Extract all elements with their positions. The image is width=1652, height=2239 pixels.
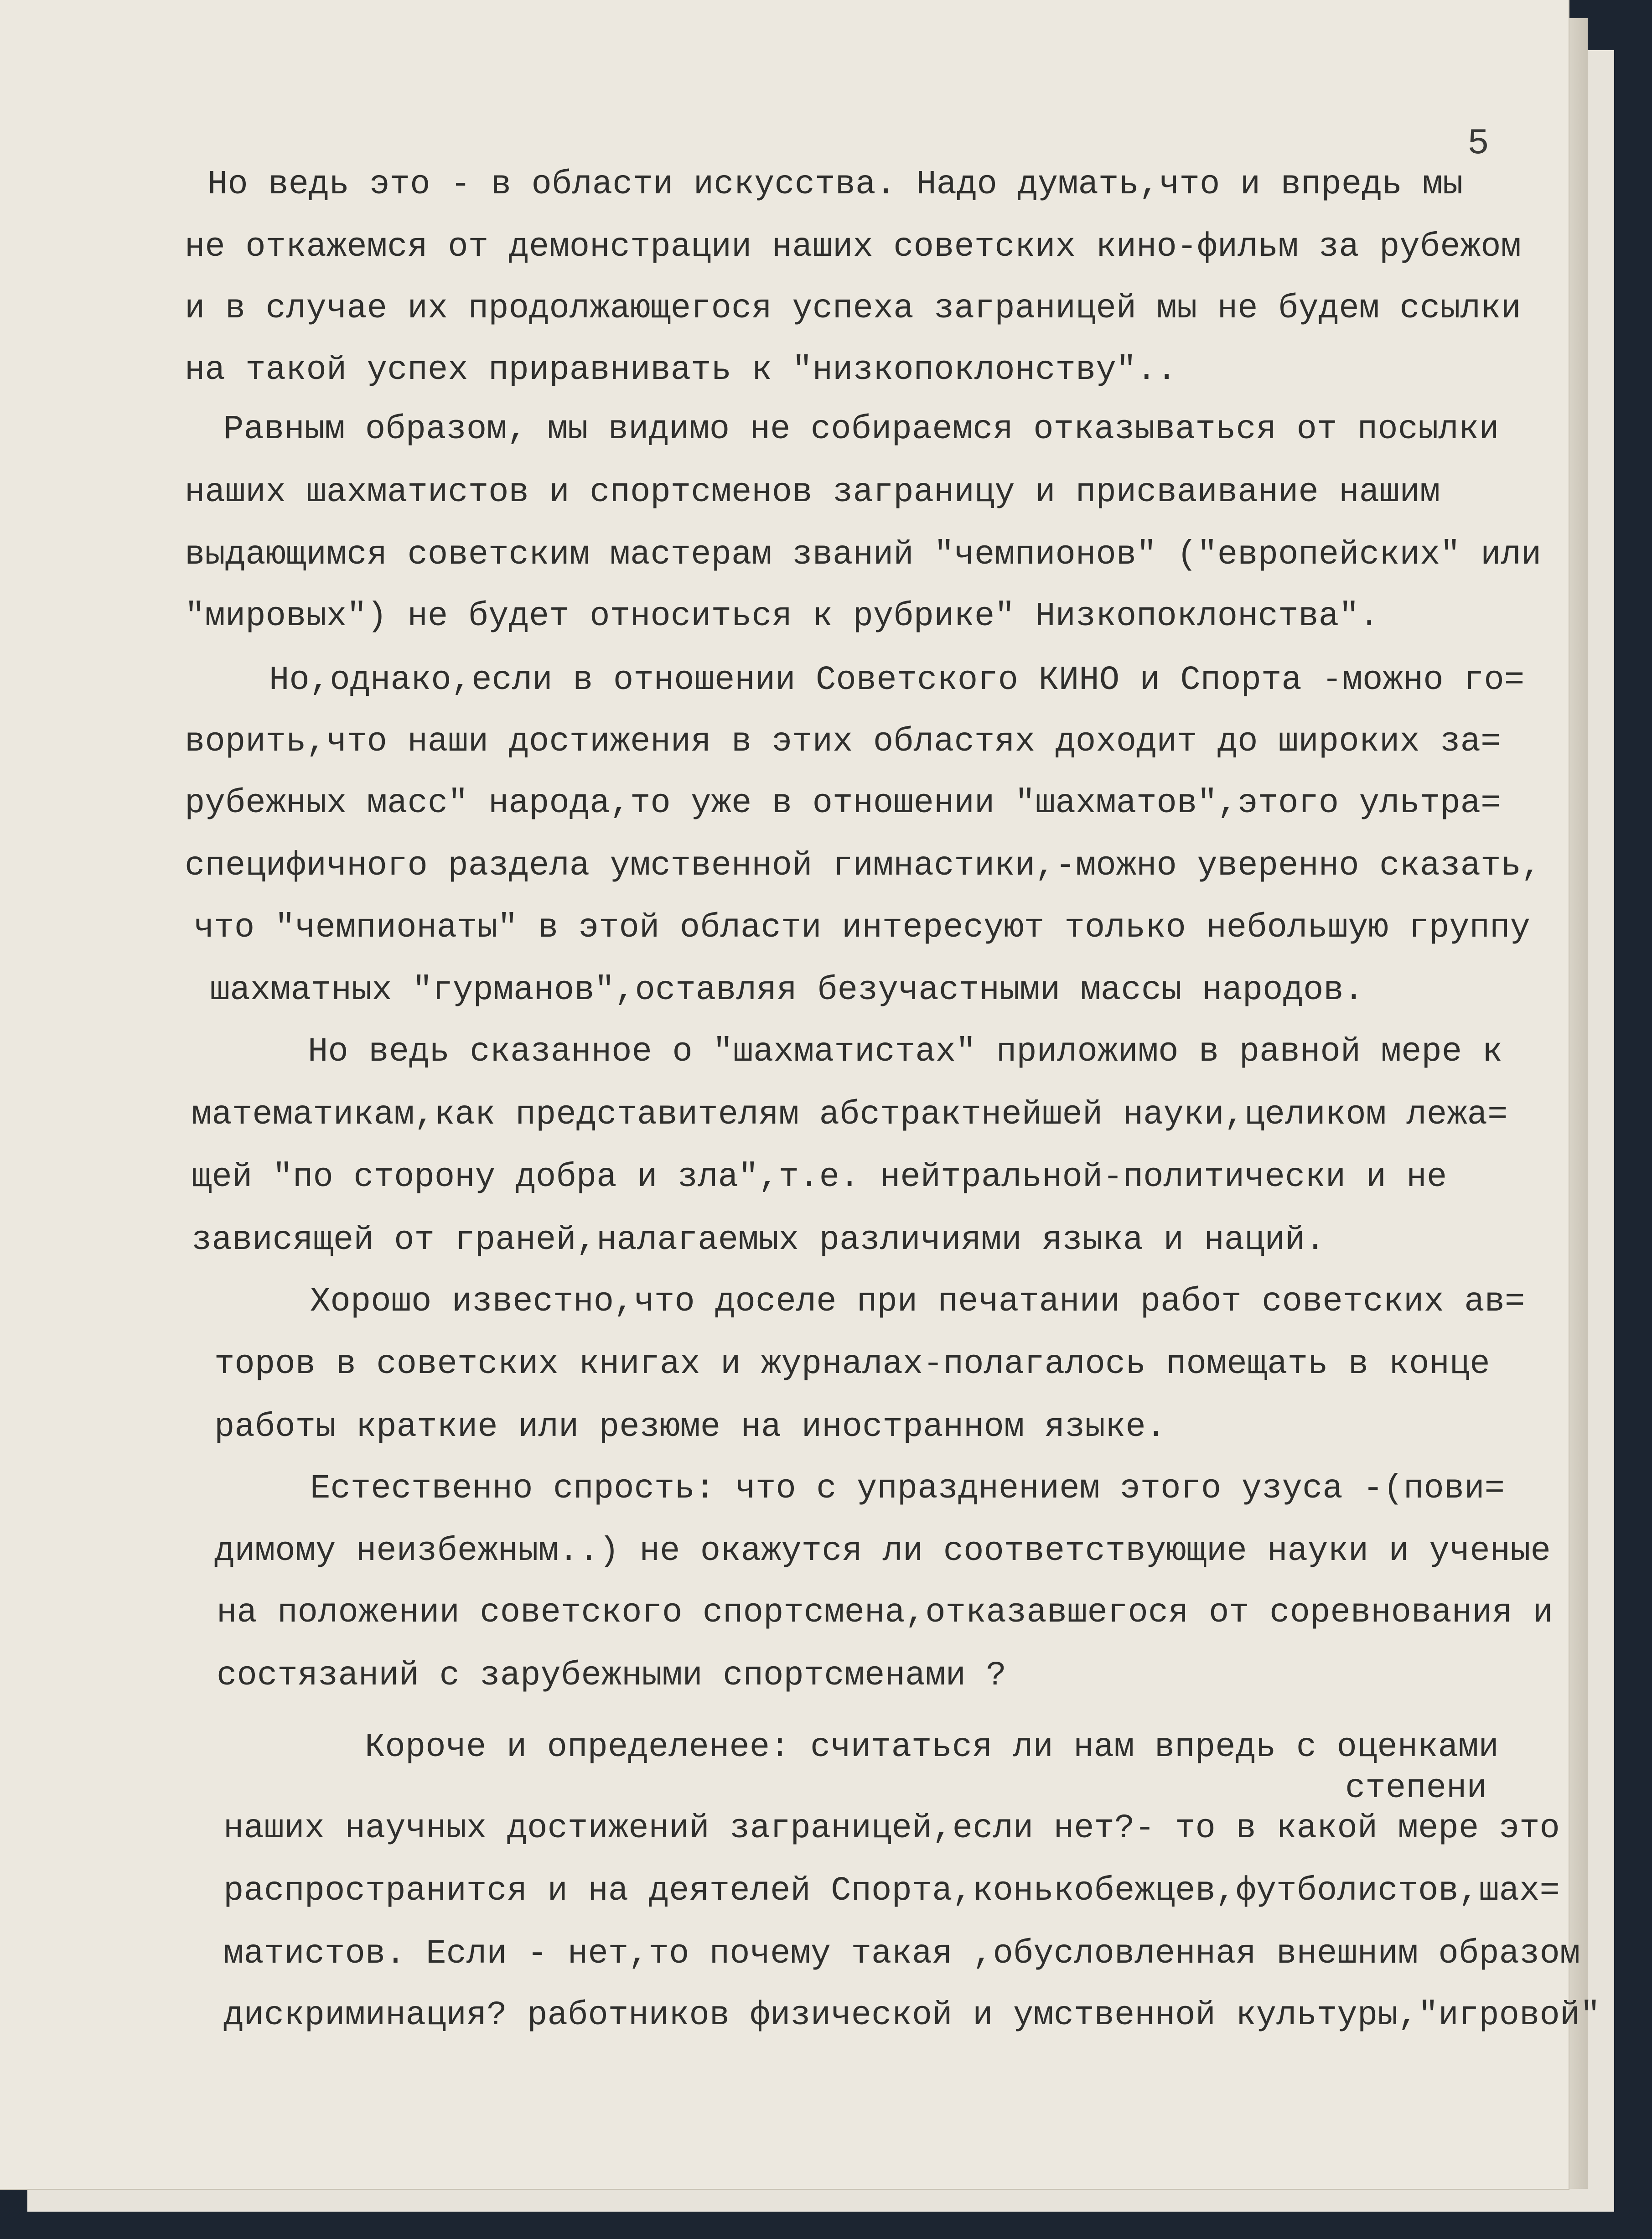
text-line: матистов. Если - нет,то почему такая ,обусловленная внешним образом <box>223 1935 1580 1973</box>
text-line: на такой успех приравнивать к "низкопоклонству".. <box>185 351 1177 389</box>
text-line: дискриминация? работников физической и умственной культуры,"игровой" <box>223 1996 1600 2035</box>
text-line: специфичного раздела умственной гимнастики,-можно уверенно сказать, <box>185 847 1542 885</box>
text-line: щей "по сторону добра и зла",т.е. нейтральной-политически и не <box>192 1158 1447 1197</box>
text-line: Равным образом, мы видимо не собираемся отказываться от посылки <box>223 410 1499 449</box>
text-line: рубежных масс" народа,то уже в отношении "шахматов",этого ультра= <box>185 784 1501 823</box>
text-line: Но ведь сказанное о "шахматистах" приложимо в равной мере к <box>308 1033 1503 1071</box>
text-line: Естественно спрость: что с упразднением этого узуса -(пови= <box>310 1470 1505 1508</box>
text-line: на положении советского спортсмена,отказавшегося от соревнования и <box>217 1594 1553 1632</box>
text-line: Короче и определенее: считаться ли нам впредь с оценками <box>365 1728 1499 1767</box>
text-line: математикам,как представителям абстрактнейшей науки,целиком лежа= <box>192 1096 1508 1134</box>
text-line: Хорошо известно,что доселе при печатании работ советских ав= <box>310 1283 1525 1321</box>
text-line: работы краткие или резюме на иностранном языке. <box>214 1408 1166 1446</box>
text-line: зависящей от граней,налагаемых различиями языка и наций. <box>192 1221 1326 1259</box>
text-line: "мировых") не будет относиться к рубрике" Низкопоклонства". <box>185 597 1380 636</box>
sheet-edge <box>1569 18 1588 2189</box>
text-line: шахматных "гурманов",оставляя безучастными массы народов. <box>210 971 1364 1010</box>
text-line: Но,однако,если в отношении Советского КИНО и Спорта -можно го= <box>269 661 1525 700</box>
text-line: Но ведь это - в области искусства. Надо думать,что и впредь мы <box>207 166 1463 204</box>
page-number: 5 <box>1467 123 1490 165</box>
text-line: ворить,что наши достижения в этих областях доходит до широких за= <box>185 723 1501 761</box>
text-line: не откажемся от демонстрации наших советских кино-фильм за рубежом <box>185 228 1521 266</box>
text-line: наших шахматистов и спортсменов заграницу и присваивание нашим <box>185 473 1440 512</box>
text-line: состязаний с зарубежными спортсменами ? <box>217 1657 1006 1695</box>
text-line: степени <box>1345 1769 1487 1808</box>
text-line: что "чемпионаты" в этой области интересуют только небольшую группу <box>194 909 1530 947</box>
text-line: димому неизбежным..) не окажутся ли соответствующие науки и ученые <box>214 1532 1551 1570</box>
text-line: распространится и на деятелей Спорта,конькобежцев,футболистов,шах= <box>223 1872 1560 1910</box>
text-line: выдающимся советским мастерам званий "чемпионов" ("европейских" или <box>185 536 1542 574</box>
text-line: торов в советских книгах и журналах-полагалось помещать в конце <box>214 1345 1490 1384</box>
text-line: и в случае их продолжающегося успеха заграницей мы не будем ссылки <box>185 290 1521 328</box>
text-line: наших научных достижений заграницей,если нет?- то в какой мере это <box>223 1809 1560 1848</box>
